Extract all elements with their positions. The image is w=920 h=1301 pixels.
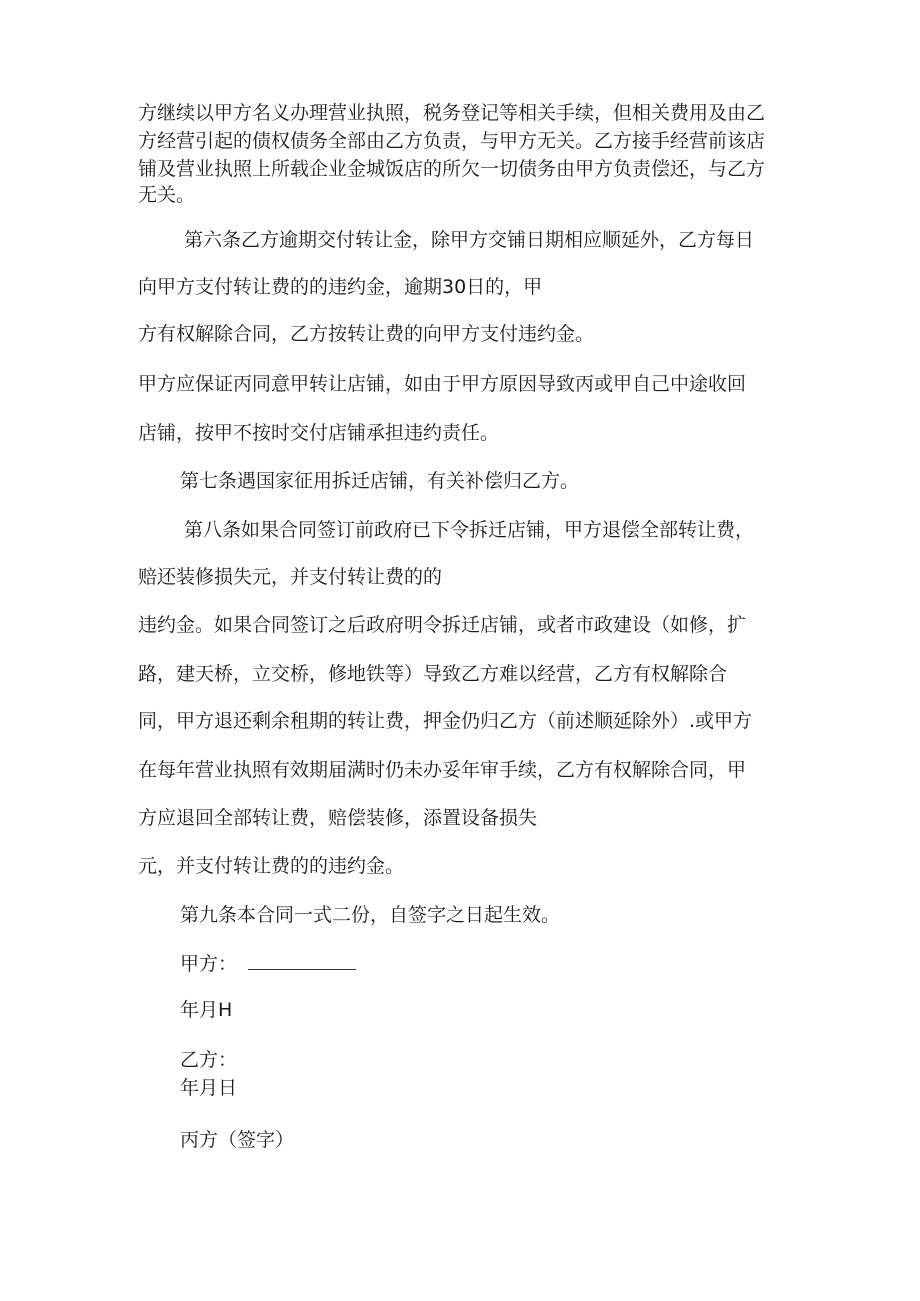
party-c-label: 丙方（签字） [180,1129,295,1151]
text-line: 无关。 [138,184,196,206]
text-line: 赔还装修损失元，并支付转让费的的 [138,566,443,588]
clause-8-line: 第八条如果合同签订前政府已下令拆迁店铺，甲方退偿全部转让费， [184,519,755,541]
clause-6-line: 第六条乙方逾期交付转让金，除甲方交铺日期相应顺延外，乙方每日 [184,229,755,251]
text-line: 元，并支付转让费的的违约金。 [138,855,405,877]
text-line: 路，建天桥，立交桥，修地铁等）导致乙方难以经营，乙方有权解除合 [138,663,728,685]
text-line: 同，甲方退还剩余租期的转让费，押金仍归乙方（前述顺延除外）.或甲方 [138,710,753,732]
text-line: 铺及营业执照上所载企业金城饭店的所欠一切债务由甲方负责偿还，与乙方 [138,158,766,180]
text-line: 方有权解除合同，乙方按转让费的向甲方支付违约金。 [138,323,595,345]
signature-line [248,969,356,970]
text-line: 方应退回全部转让费，赔偿装修，添置设备损失 [138,807,538,829]
text-line: 甲方应保证丙同意甲转让店铺，如由于甲方原因导致丙或甲自己中途收回 [138,373,747,395]
clause-7-line: 第七条遇国家征用拆迁店铺，有关补偿归乙方。 [180,470,580,492]
party-b-label: 乙方： [180,1049,238,1071]
party-a-date: 年月H [180,999,233,1021]
text-line: 方继续以甲方名义办理营业执照，税务登记等相关手续，但相关费用及由乙 [138,102,766,124]
text-line: 在每年营业执照有效期届满时仍未办妥年审手续，乙方有权解除合同，甲 [138,759,747,781]
text-line: 向甲方支付转让费的的违约金，逾期30日的，甲 [138,276,543,298]
party-a-label: 甲方： [180,953,238,975]
text-line: 店铺，按甲不按时交付店铺承担违约责任。 [138,422,500,444]
text-line: 违约金。如果合同签订之后政府明令拆迁店铺，或者市政建设（如修，扩 [138,614,747,636]
clause-9-line: 第九条本合同一式二份，自签字之日起生效。 [180,904,561,926]
text-line: 方经营引起的债权债务全部由乙方负责，与甲方无关。乙方接手经营前该店 [138,130,766,152]
party-b-date: 年月日 [180,1077,238,1099]
